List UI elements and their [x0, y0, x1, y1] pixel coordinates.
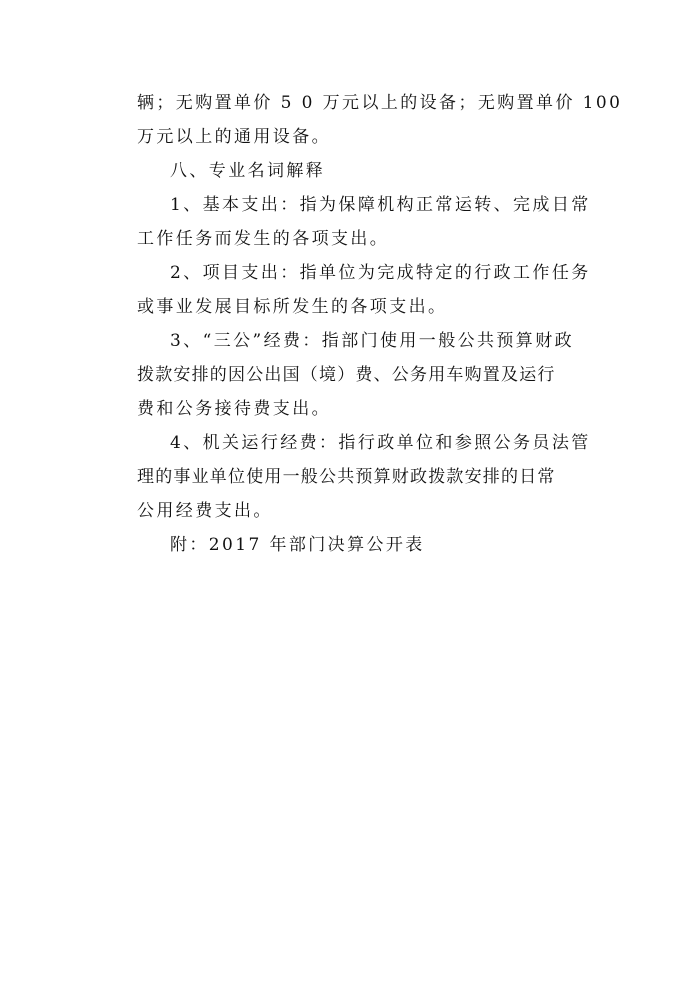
term-three-public-funds: 3、“三公”经费：指部门使用一般公共预算财政 — [170, 331, 574, 351]
term-project-expenditure-cont: 或事业发展目标所发生的各项支出。 — [137, 297, 448, 317]
term-operating-funds: 4、机关运行经费：指行政单位和参照公务员法管 — [170, 433, 591, 453]
term-operating-funds-cont-2: 公用经费支出。 — [137, 501, 273, 521]
term-operating-funds-cont-1: 理的事业单位使用一般公共预算财政拨款安排的日常 — [137, 467, 556, 487]
text-line-vehicle-equipment: 辆；无购置单价 5 0 万元以上的设备；无购置单价 100 — [137, 93, 623, 113]
term-basic-expenditure-cont: 工作任务而发生的各项支出。 — [137, 229, 390, 249]
attachment-note: 附：2017 年部门决算公开表 — [170, 535, 425, 555]
term-three-public-funds-cont-2: 费和公务接待费支出。 — [137, 399, 331, 419]
section-heading-terms: 八、专业名词解释 — [170, 161, 326, 181]
document-body — [137, 86, 623, 562]
term-project-expenditure: 2、项目支出：指单位为完成特定的行政工作任务 — [170, 263, 591, 283]
term-three-public-funds-cont-1: 拨款安排的因公出国（境）费、公务用车购置及运行 — [137, 365, 556, 385]
term-basic-expenditure: 1、基本支出：指为保障机构正常运转、完成日常 — [170, 195, 591, 215]
text-line-general-equipment: 万元以上的通用设备。 — [137, 127, 331, 147]
